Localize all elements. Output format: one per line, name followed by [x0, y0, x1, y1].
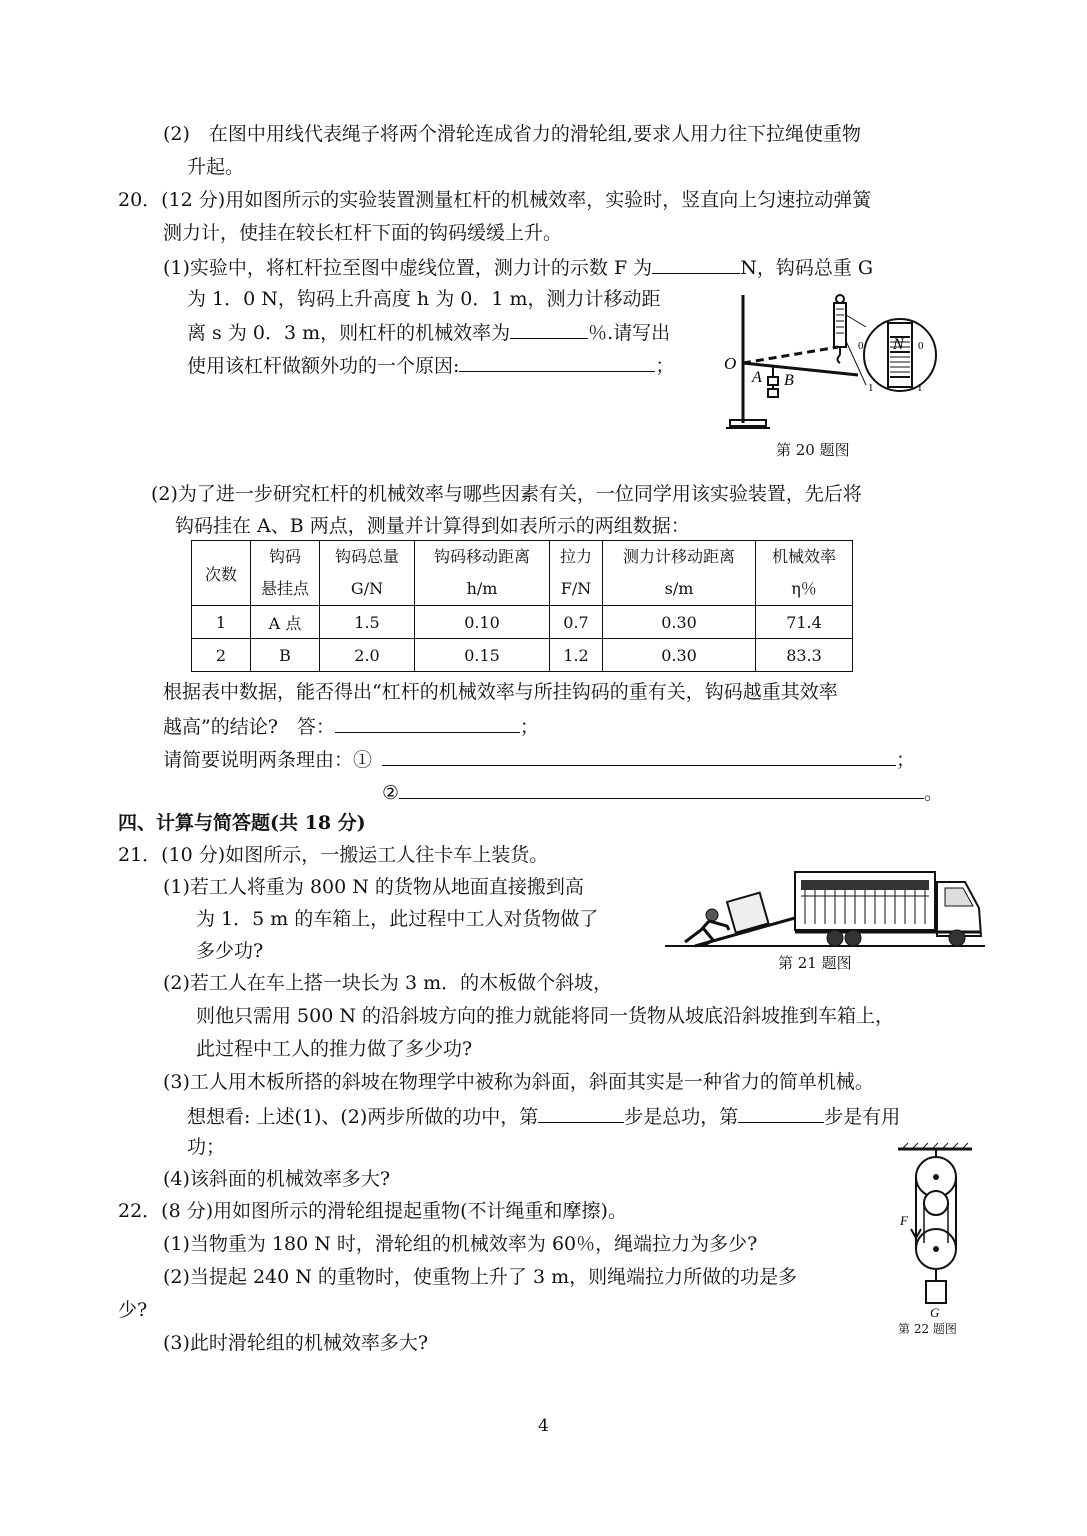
q20-part2-line2: 钩码挂在 A、B 两点，测量并计算得到如表所示的两组数据：: [175, 515, 690, 537]
q21-part4: (4)该斜面的机械效率多大?: [163, 1168, 391, 1190]
q20-part2-line1: (2)为了进一步研究杠杆的机械效率与哪些因素有关，一位同学用该实验装置，先后将: [151, 483, 862, 505]
table-header-cell: 测力计移动距离 s/m: [603, 541, 756, 606]
fig20-label-A: A: [752, 369, 762, 386]
fig20-tick-1-right: 1: [917, 382, 923, 394]
table-cell: 0.30: [603, 606, 756, 639]
table-cell: 2: [192, 639, 251, 672]
fig20-label-O: O: [724, 354, 737, 373]
table-cell: 0.30: [603, 639, 756, 672]
table-header-cell: 拉力 F/N: [550, 541, 603, 606]
fig22-label-F: F: [900, 1213, 908, 1228]
q21-part3-text-after: 步是有用: [824, 1106, 901, 1128]
q20-part1-line3: [187, 318, 670, 346]
q21-part1-line2: 为 1．5 m 的车箱上，此过程中工人对货物做了: [196, 908, 599, 930]
answer-blank-conclusion[interactable]: [335, 712, 520, 733]
q20-part1-reason-after: ；: [655, 355, 675, 377]
answer-blank-total-work[interactable]: [538, 1102, 624, 1123]
q20-part2-reason2-after: 。: [924, 782, 944, 804]
q20-part1-line1: [163, 253, 873, 281]
q22-part3: (3)此时滑轮组的机械效率多大?: [163, 1332, 429, 1354]
q21-part1-line3: 多少功?: [196, 940, 264, 962]
q20-heading-line1: 20．(12 分)用如图所示的实验装置测量杠杆的机械效率，实验时，竖直向上匀速拉动弹簧: [118, 189, 872, 211]
fig20-tick-1-left: 1: [868, 382, 874, 394]
fig20-tick-0-left: 0: [858, 340, 864, 352]
q22-part2-line1: (2)当提起 240 N 的重物时，使重物上升了 3 m，则绳端拉力所做的功是多: [163, 1266, 798, 1288]
answer-blank-reason-1[interactable]: [382, 745, 896, 766]
answer-blank-reason[interactable]: [459, 351, 655, 372]
data-table: [191, 540, 853, 672]
q21-part3-text-mid: 步是总功，第: [624, 1106, 739, 1128]
fig22-label-G: G: [930, 1305, 940, 1320]
q20-part1-efficiency-text: 离 s 为 0．3 m，则杠杆的机械效率为: [187, 322, 511, 344]
table-cell: 1: [192, 606, 251, 639]
q21-part3-line1: (3)工人用木板所搭的斜坡在物理学中被称为斜面，斜面其实是一种省力的简单机械。: [163, 1071, 874, 1093]
q20-heading-line2: 测力计，使挂在较长杠杆下面的钩码缓缓上升。: [163, 222, 563, 244]
table-header-cell: 次数: [192, 541, 251, 606]
section-4-heading: 四、计算与简答题(共 18 分): [118, 812, 366, 834]
figure-21-truck-diagram: [665, 868, 985, 948]
q22-part2-line2: 少?: [118, 1299, 148, 1321]
table-row: [192, 639, 853, 672]
figure-21-caption: 第 21 题图: [778, 954, 852, 972]
q20-part1-line2: 为 1．0 N，钩码上升高度 h 为 0．1 m，测力计移动距: [187, 288, 661, 310]
q20-part2-answer-after: ；: [519, 716, 539, 738]
q20-part1-efficiency-after: ％.请写出: [588, 322, 671, 344]
table-header-cell: 机械效率 η％: [756, 541, 853, 606]
q20-part1-text-after: N，钩码总重 G: [740, 257, 874, 279]
q21-part3-line3: 功；: [187, 1136, 226, 1158]
q21-part3-text: 想想看: 上述(1)、(2)两步所做的功中，第: [187, 1106, 539, 1128]
q20-part2-reason-label: 请简要说明两条理由：①: [163, 749, 373, 771]
figure-22-pulley-diagram: [890, 1143, 980, 1320]
q21-part3-line2: [187, 1102, 900, 1130]
table-cell: B: [251, 639, 320, 672]
answer-blank-efficiency[interactable]: [510, 318, 588, 339]
q20-part1-reason-text: 使用该杠杆做额外功的一个原因:: [187, 355, 460, 377]
q20-part2-reason2-label: ②: [382, 782, 400, 804]
q21-heading: 21．(10 分)如图所示，一搬运工人往卡车上装货。: [118, 844, 549, 866]
answer-blank-useful-work[interactable]: [738, 1102, 824, 1123]
fig20-label-B: B: [784, 372, 794, 389]
answer-blank-force[interactable]: [652, 253, 740, 274]
fig20-label-N: N: [893, 336, 904, 353]
q20-part2-reason1-line: [163, 745, 915, 773]
q22-part1: (1)当物重为 180 N 时，滑轮组的机械效率为 60％，绳端拉力为多少?: [163, 1233, 758, 1255]
q20-part2-reason2-line: [382, 778, 943, 806]
table-cell: 1.2: [550, 639, 603, 672]
q21-part1-line1: (1)若工人将重为 800 N 的货物从地面直接搬到高: [163, 876, 584, 898]
table-cell: 2.0: [320, 639, 415, 672]
table-cell: 83.3: [756, 639, 853, 672]
q19-part2-line2: 升起。: [187, 156, 245, 178]
table-header-cell: 钩码移动距离 h/m: [415, 541, 550, 606]
q21-part2-line2: 则他只需用 500 N 的沿斜坡方向的推力就能将同一货物从坡底沿斜坡推到车箱上，: [196, 1005, 895, 1027]
q20-part2-answer-label: 越高”的结论? 答：: [163, 716, 335, 738]
q20-part2-conclusion-line2: [163, 712, 539, 740]
table-cell: 0.15: [415, 639, 550, 672]
table-cell: 0.10: [415, 606, 550, 639]
figure-22-caption: 第 22 题图: [898, 1322, 957, 1336]
q19-part2-line1: (2) 在图中用线代表绳子将两个滑轮连成省力的滑轮组,要求人用力往下拉绳使重物: [163, 123, 861, 145]
fig20-tick-0-right: 0: [918, 340, 924, 352]
table-header-cell: 钩码总量 G/N: [320, 541, 415, 606]
q20-part1-line4: [187, 351, 674, 379]
table-header-cell: 钩码 悬挂点: [251, 541, 320, 606]
table-cell: A 点: [251, 606, 320, 639]
table-cell: 1.5: [320, 606, 415, 639]
q21-part2-line3: 此过程中工人的推力做了多少功?: [196, 1038, 473, 1060]
table-cell: 0.7: [550, 606, 603, 639]
q20-part2-conclusion-line1: 根据表中数据，能否得出“杠杆的机械效率与所挂钩码的重有关，钩码越重其效率: [163, 681, 838, 703]
answer-blank-reason-2[interactable]: [399, 778, 924, 799]
q21-part2-line1: (2)若工人在车上搭一块长为 3 m．的木板做个斜坡，: [163, 972, 613, 994]
figure-20-lever-diagram: [718, 285, 948, 435]
figure-20-caption: 第 20 题图: [776, 441, 850, 459]
table-row: [192, 606, 853, 639]
q20-part1-text: (1)实验中，将杠杆拉至图中虚线位置，测力计的示数 F 为: [163, 257, 653, 279]
q22-heading: 22．(8 分)用如图所示的滑轮组提起重物(不计绳重和摩擦)。: [118, 1200, 627, 1222]
page-number: 4: [538, 1416, 549, 1436]
q20-part2-reason1-after: ；: [896, 749, 916, 771]
table-cell: 71.4: [756, 606, 853, 639]
